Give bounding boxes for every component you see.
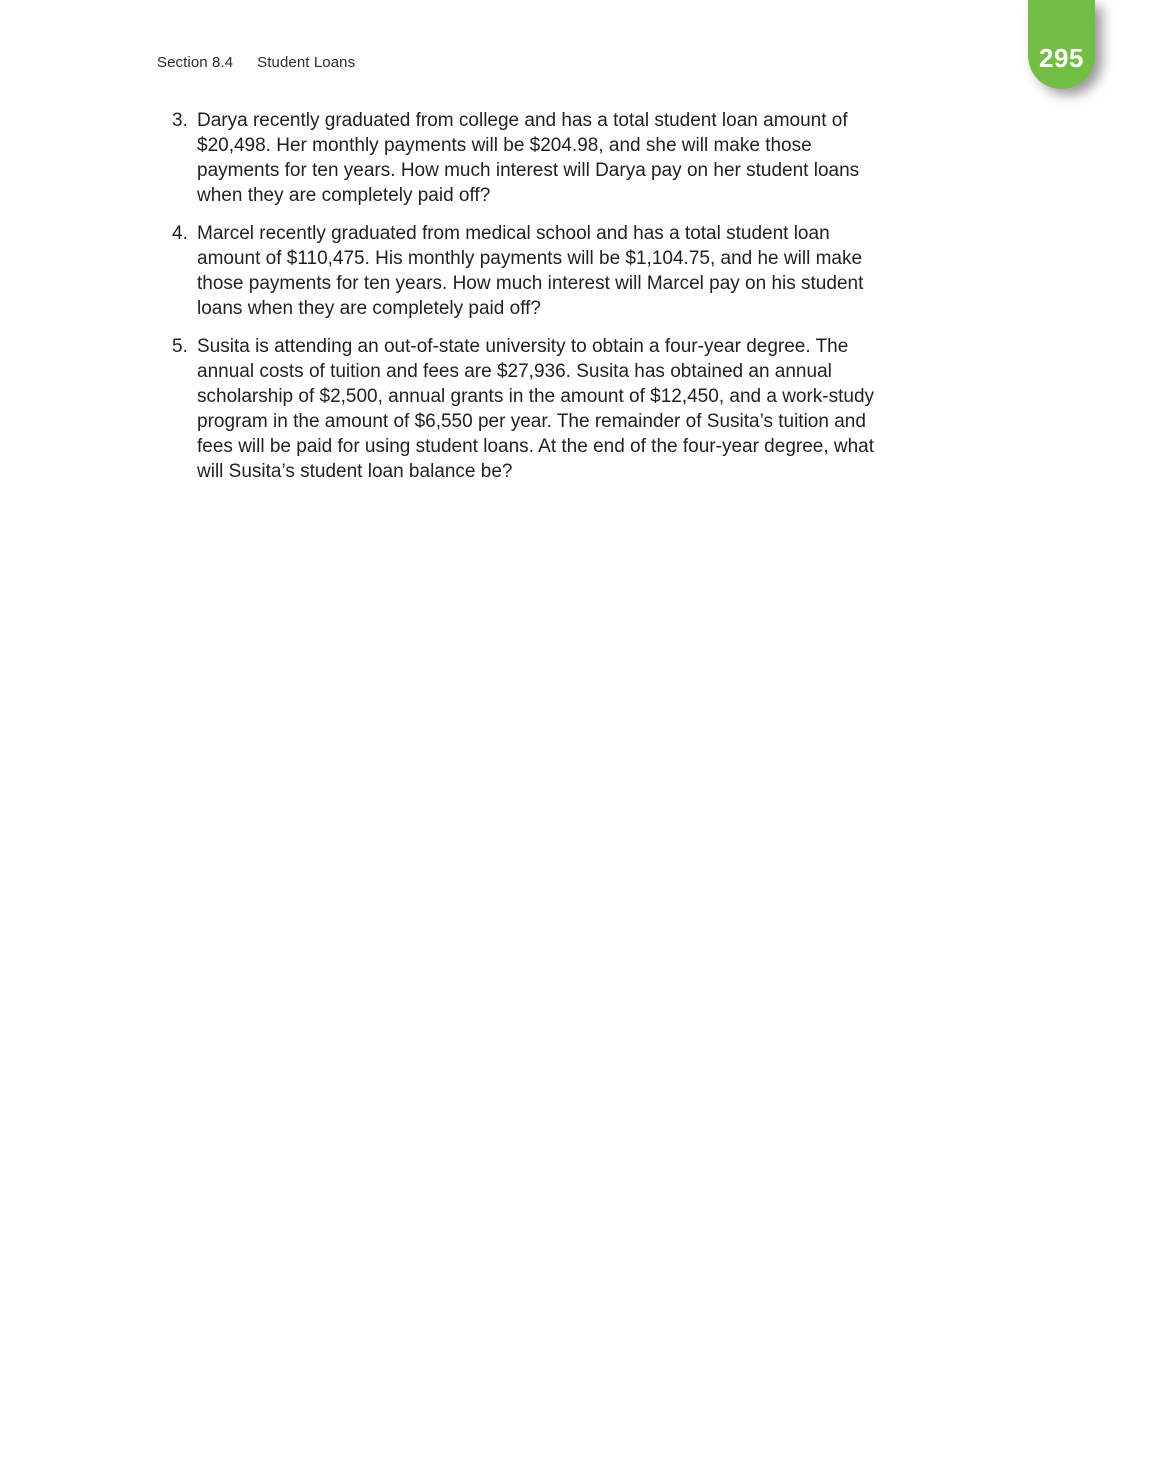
problem-item-4: [172, 221, 884, 321]
problem-item-3: [172, 108, 884, 208]
problem-text: Darya recently graduated from college and has a total student loan amount of $20,498. Her monthly payments will be $204.98, and she will make those payments for ten years. How much interest will Darya pay on her student loans when they are completely paid off?: [197, 110, 860, 206]
section-title: Student Loans: [257, 54, 356, 71]
problem-number: 4.: [172, 223, 188, 244]
section-label: Section 8.4: [157, 54, 234, 71]
problem-text: Susita is attending an out-of-state university to obtain a four-year degree. The annual costs of tuition and fees are $27,936. Susita has obtained an annual scholarship of $2,500, annual grants in the amount of $12,450, and a work-study program in the amount of $6,550 per year. The remainder of Susita’s tuition and fees will be paid for using student loans. At the end of the four-year degree, what will Susita’s student loan balance be?: [197, 336, 875, 482]
page-header: [157, 54, 355, 71]
problem-item-5: [172, 334, 884, 484]
page-number-tab: [1028, 0, 1095, 89]
problem-text: Marcel recently graduated from medical school and has a total student loan amount of $110,475. His monthly payments will be $1,104.75, and he will make those payments for ten years. How much interest will Marcel pay on his student loans when they are completely paid off?: [197, 223, 864, 319]
page-number: 295: [1039, 43, 1084, 73]
problem-number: 5.: [172, 336, 188, 357]
problem-number: 3.: [172, 110, 188, 131]
problem-list: [172, 108, 884, 497]
